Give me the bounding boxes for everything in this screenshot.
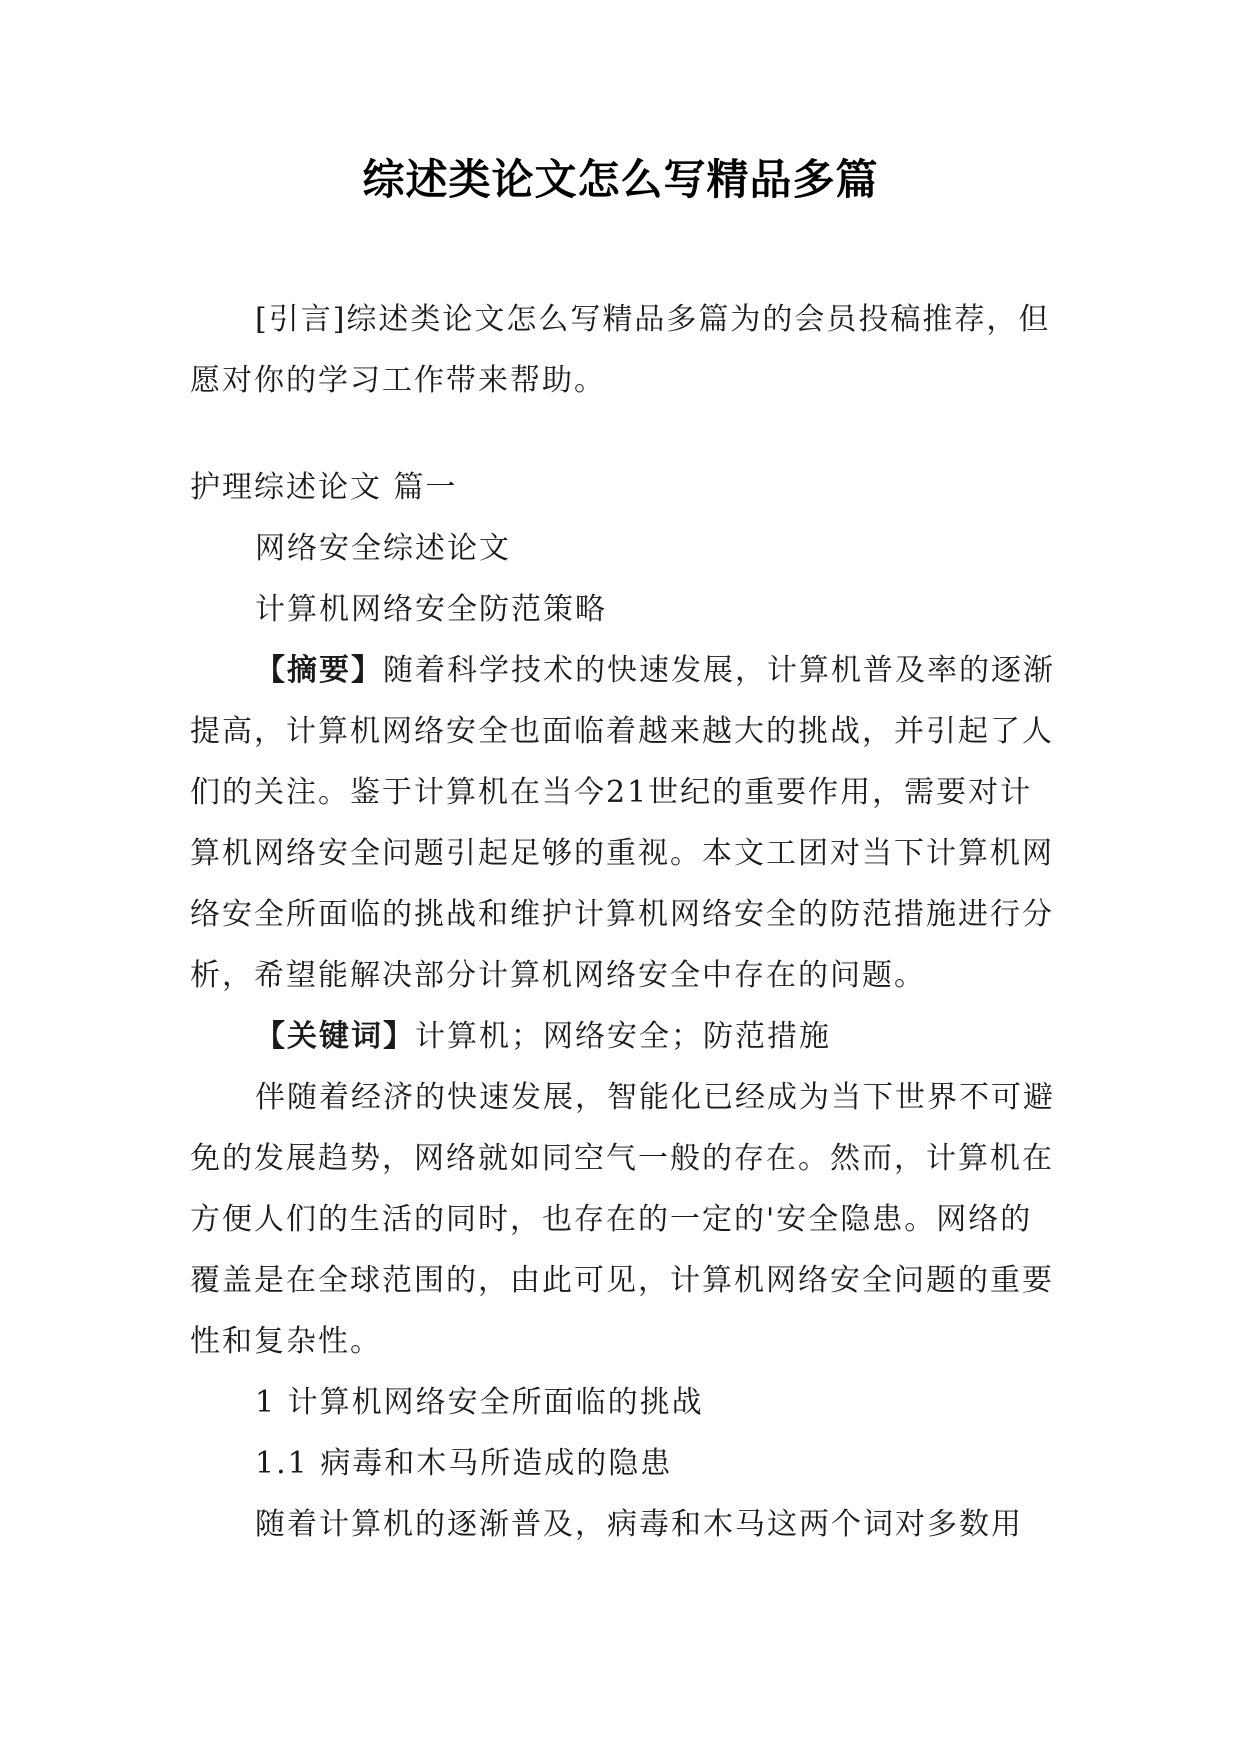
paper-type-line: 网络安全综述论文 bbox=[255, 531, 511, 566]
keywords-label: 【关键词】 bbox=[255, 1019, 415, 1054]
keywords-paragraph bbox=[190, 1006, 1060, 1067]
intro-paragraph: [引言]综述类论文怎么写精品多篇为的会员投稿推荐，但愿对你的学习工作带来帮助。 bbox=[190, 302, 1051, 398]
keywords-text: 计算机；网络安全；防范措施 bbox=[415, 1019, 831, 1054]
body-paragraph: 伴随着经济的快速发展，智能化已经成为当下世界不可避免的发展趋势，网络就如同空气一般的存在。然而，计算机在方便人们的生活的同时，也存在的一定的'安全隐患。网络的覆盖是在全球范围的，由此可见，计算机网络安全问题的重要性和复杂性。 bbox=[190, 1080, 1055, 1359]
subsection-1-1-heading: 1.1 病毒和木马所造成的隐患 bbox=[255, 1446, 673, 1481]
document-title: 综述类论文怎么写精品多篇 bbox=[362, 155, 879, 204]
main-content bbox=[190, 457, 1060, 1555]
section-1-heading: 1 计算机网络安全所面临的挑战 bbox=[255, 1385, 704, 1420]
section-heading: 护理综述论文 篇一 bbox=[190, 470, 458, 505]
abstract-label: 【摘要】 bbox=[255, 653, 383, 688]
paper-title-line: 计算机网络安全防范策略 bbox=[255, 592, 607, 627]
abstract-text: 随着科学技术的快速发展，计算机普及率的逐渐提高，计算机网络安全也面临着越来越大的挑战，并引起了人们的关注。鉴于计算机在当今21世纪的重要作用，需要对计算机网络安全问题引起足够的重视。本文工团对当下计算机网络安全所面临的挑战和维护计算机网络安全的防范措施进行分析，希望能解决部分计算机网络安全中存在的问题。 bbox=[190, 653, 1055, 993]
body-paragraph-last: 随着计算机的逐渐普及，病毒和木马这两个词对多数用 bbox=[255, 1507, 1023, 1542]
abstract-paragraph bbox=[190, 640, 1060, 1006]
intro-block bbox=[190, 289, 1060, 411]
